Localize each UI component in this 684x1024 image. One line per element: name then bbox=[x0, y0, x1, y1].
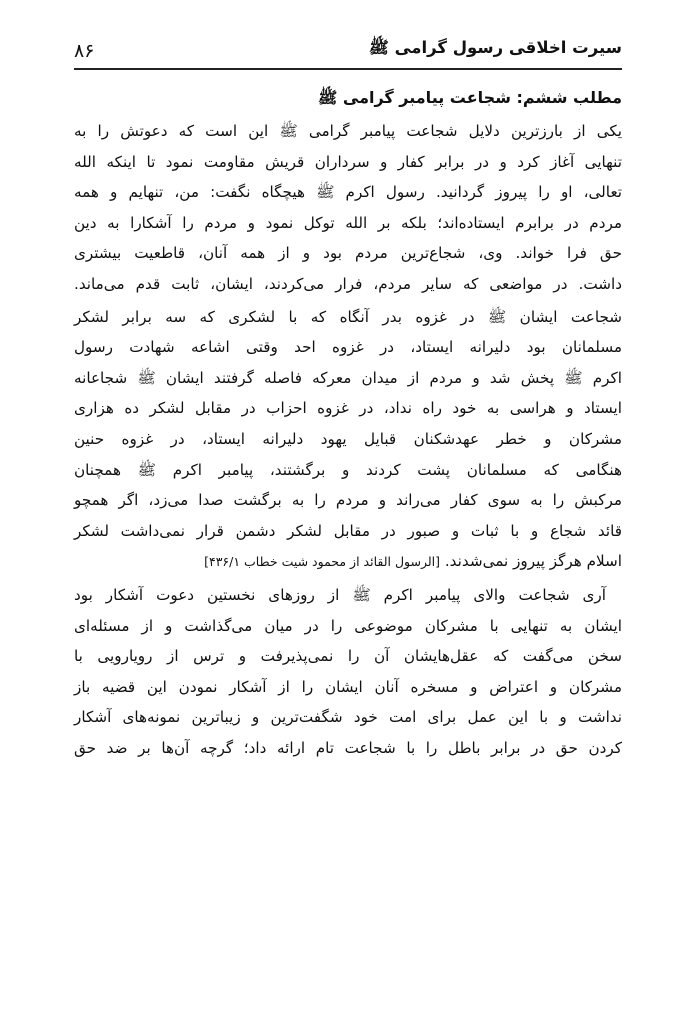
text-line: کردن حق در برابر باطل را با شجاعت تام ارائه داد؛ گرچه آن‌ها بر ضد حق bbox=[74, 738, 622, 757]
text-line: آری شجاعت والای پیامبر اکرم ﷺ از روزهای نخستین دعوت آشکار بود bbox=[74, 585, 606, 604]
text-line: مسلمانان بود دلیرانه ایستاد، در غزوه احد وقتی اشاعه شهادت رسول bbox=[74, 338, 622, 357]
text-line: تعالی، او را پیروز گردانید. رسول اکرم ﷺ هیچگاه نگفت: من، تنهایم و همه bbox=[74, 183, 622, 202]
text-line: ایشان به تنهایی با مشرکان موضوعی را در میان می‌گذاشت و از مسئله‌ای bbox=[74, 616, 622, 635]
text-line: سخن می‌گفت که عقل‌هایشان آن را نمی‌پذیرفت و ترس از رویارویی با bbox=[74, 647, 622, 666]
running-title: سیرت اخلاقی رسول گرامی ﷺ bbox=[368, 38, 622, 57]
text-line: یکی از بارزترین دلایل شجاعت پیامبر گرامی ﷺ این است که دعوتش را به bbox=[74, 122, 622, 140]
section-heading: مطلب ششم: شجاعت پیامبر گرامی ﷺ bbox=[317, 88, 622, 107]
text-line: اکرم ﷺ پخش شد و مردم از میدان معرکه فاصله گرفتند ایشان ﷺ شجاعانه bbox=[74, 368, 622, 387]
page-header bbox=[74, 30, 622, 70]
text-line: حق فرا خواند. وی، شجاع‌ترین مردم بود و از همه آنان، قاطعیت بیشتری bbox=[74, 244, 622, 263]
text-line: اسلام هرگز پیروز نمی‌شدند. bbox=[444, 552, 622, 571]
page-number: ۸۶ bbox=[74, 40, 95, 62]
text-line: ایستاد و هراسی به خود راه نداد، در غزوه احزاب در مقابل لشکر ده هزاری bbox=[74, 399, 622, 418]
paragraph-2 bbox=[74, 302, 622, 578]
book-page bbox=[74, 30, 622, 763]
paragraph-1 bbox=[74, 116, 622, 300]
paragraph-3 bbox=[74, 580, 622, 764]
text-line: نداشت و با این عمل برای امت خود شگفت‌ترین و زیباترین نمونه‌های آشکار bbox=[74, 708, 622, 727]
text-line: مشرکان و خطر عهدشکنان قبایل یهود دلیرانه ایستاد، در غزوه حنین bbox=[74, 429, 622, 448]
text-line: شجاعت ایشان ﷺ در غزوه بدر آنگاه که با لشکری که سه برابر لشکر bbox=[74, 307, 622, 326]
text-line: داشت. در مواضعی که سایر مردم، فرار می‌کردند، ایشان، ثابت قدم می‌ماند. bbox=[74, 274, 622, 293]
text-line: مردم در برابرم ایستاده‌اند؛ بلکه بر الله توکل نمود و مردم را آشکارا به دین bbox=[74, 213, 622, 232]
body-text bbox=[74, 116, 622, 763]
text-line-with-citation bbox=[74, 546, 622, 578]
text-line: مشرکان و اعتراض و مسخره آنان ایشان را از آشکار نمودن این قضیه باز bbox=[74, 677, 622, 696]
text-line: هنگامی که مسلمانان پشت کردند و برگشتند، پیامبر اکرم ﷺ همچنان bbox=[74, 460, 622, 479]
text-line: قائد شجاع و با ثبات و صبور در مقابل لشکر دشمن قرار نمی‌داشت لشکر bbox=[74, 521, 622, 540]
text-line: تنهایی آغاز کرد و در برابر کفار و سرداران قریش مقاومت نمود تا اینکه الله bbox=[74, 152, 622, 171]
citation: [الرسول القائد از محمود شیت خطاب ۴۳۶/۱] bbox=[204, 554, 441, 570]
text-line: مرکبش را به سوی کفار می‌راند و مردم را به برگشت صدا می‌زد، اگر همچو bbox=[74, 491, 622, 510]
